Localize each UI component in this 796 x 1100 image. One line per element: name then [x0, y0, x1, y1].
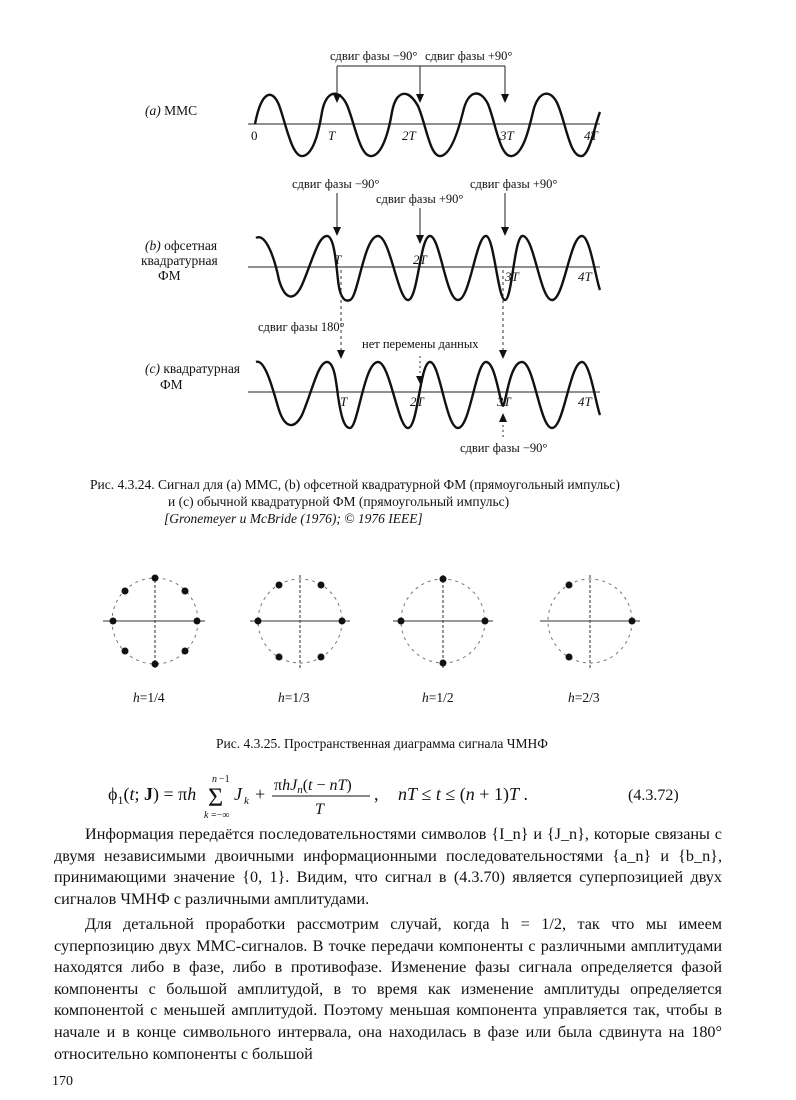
oqpsk-waveform [256, 236, 600, 301]
label-shift-m90-top: сдвиг фазы −90° [330, 49, 418, 63]
svg-text:,: , [374, 784, 379, 804]
svg-text:J: J [234, 784, 242, 804]
tick-2T-a: 2T [402, 128, 416, 143]
svg-text:T: T [315, 801, 324, 818]
equation-4-3-72 [108, 770, 728, 822]
label-shift-p90-b1: сдвиг фазы +90° [376, 192, 464, 206]
tick-4T-a: 4T [584, 128, 598, 143]
arrow-a-3T [501, 94, 509, 103]
row-label-oqpsk-2: квадратурная [141, 253, 218, 268]
constellation-label-3: h=1/2 [422, 690, 454, 705]
tick-T-a: T [328, 128, 336, 143]
arrow-a-T [333, 94, 341, 103]
page-number: 170 [52, 1074, 73, 1089]
qpsk-waveform [256, 362, 600, 428]
constellation-h-1-4 [103, 575, 205, 671]
svg-text:Σ: Σ [208, 783, 224, 812]
tick-4T-b: 4T [578, 269, 592, 284]
svg-text:+: + [255, 784, 266, 804]
figure1-caption-line3: [Gronemeyer и McBride (1976); © 1976 IEEE] [164, 511, 423, 526]
msk-waveform [255, 94, 600, 157]
svg-text:−1: −1 [219, 774, 230, 785]
row-label-oqpsk-1: (b) офсетная [145, 238, 218, 253]
row-label-msk: (a) ММС [145, 103, 198, 118]
equation-number: (4.3.72) [628, 787, 679, 804]
paragraph-2 [54, 914, 722, 1065]
svg-text:=−∞: =−∞ [211, 810, 230, 821]
paragraph-1-text: Информация передаётся последовательностями символов {I_n} и {J_n}, которые связаны с двумя независимыми двоичными информационными последовательностями {a_n} и {b_n}, принимающими значение {0, 1}. Видим, что сигнал в (4.3.70) является суперпозицией двух сигналов ЧМНФ с различными амплитудами. [54, 825, 722, 908]
tick-T-b: T [334, 252, 342, 267]
tick-4T-c: 4T [578, 394, 592, 409]
label-no-change: нет перемены данных [362, 337, 479, 351]
svg-text:k: k [204, 810, 209, 821]
waveform-figure [0, 0, 796, 470]
svg-text:nT ≤ t ≤ (n + 1)T .: nT ≤ t ≤ (n + 1)T . [398, 784, 528, 804]
arrow-c-3T [499, 350, 507, 359]
arrow-c-3T-up [499, 413, 507, 422]
arrow-b-3T [501, 227, 509, 236]
constellation-label-2: h=1/3 [278, 690, 310, 705]
figure2-caption: Рис. 4.3.25. Пространственная диаграмма сигнала ЧМНФ [216, 736, 548, 751]
figure1-caption-line1: Рис. 4.3.24. Сигнал для (a) ММС, (b) офсетной квадратурной ФМ (прямоугольный импульс) [90, 477, 620, 492]
arrow-a-2T [416, 94, 424, 103]
tick-2T-b: 2T [413, 252, 427, 267]
label-shift-180: сдвиг фазы 180° [258, 320, 345, 334]
row-label-qpsk-2: ФМ [160, 377, 183, 392]
constellation-h-2-3 [540, 575, 640, 670]
figure1-caption-line2: и (c) обычной квадратурной ФМ (прямоугольный импульс) [168, 494, 510, 509]
svg-text:k: k [244, 795, 249, 807]
label-shift-m90-c: сдвиг фазы −90° [460, 441, 548, 455]
tick-3T-a: 3T [500, 128, 514, 143]
constellation-h-1-3 [250, 575, 350, 670]
constellation-label-4: h=2/3 [568, 690, 600, 705]
label-shift-p90-b2: сдвиг фазы +90° [470, 177, 558, 191]
label-shift-p90-top: сдвиг фазы +90° [425, 49, 513, 63]
svg-text:πhJn(t − nT): πhJn(t − nT) [274, 777, 352, 796]
equation-render [108, 770, 728, 822]
svg-text:n: n [212, 774, 217, 785]
arrow-b-2T [416, 235, 424, 244]
constellation-figure [0, 560, 796, 710]
arrow-b-T [333, 227, 341, 236]
tick-2T-c: 2T [410, 394, 424, 409]
paragraph-2-text: Для детальной проработки рассмотрим случай, когда h = 1/2, так что мы имеем суперпозицию двух ММС-сигналов. В точке передачи компоненты с различными амплитудами находятся либо в фазе, либо в противофазе. Изменение фазы сигнала определяется фазой компоненты с большой амплитудой, в то время как изменение амплитуды определяется компонентой с меньшей амплитудой. Поэтому меньшая компонента управляется так, чтобы в начале и в конце символьного интервала, она находилась в фазе или была сдвинута на 180° относительно компоненты с большой [54, 915, 722, 1063]
constellation-label-1: h=1/4 [133, 690, 165, 705]
row-label-oqpsk-3: ФМ [158, 268, 181, 283]
tick-3T-b: 3T [505, 269, 519, 284]
row-label-qpsk-1: (c) квадратурная [145, 361, 241, 376]
label-shift-m90-b: сдвиг фазы −90° [292, 177, 380, 191]
svg-text:ϕ1(t; J) = πh: $\phi_1(t$; J) = πh [108, 784, 197, 807]
tick-T-c: T [340, 394, 348, 409]
tick-3T-c: 3T [497, 394, 511, 409]
paragraph-1 [54, 824, 722, 910]
constellation-h-1-2 [393, 575, 493, 670]
tick-0: 0 [251, 128, 258, 143]
arrow-c-T [337, 350, 345, 359]
